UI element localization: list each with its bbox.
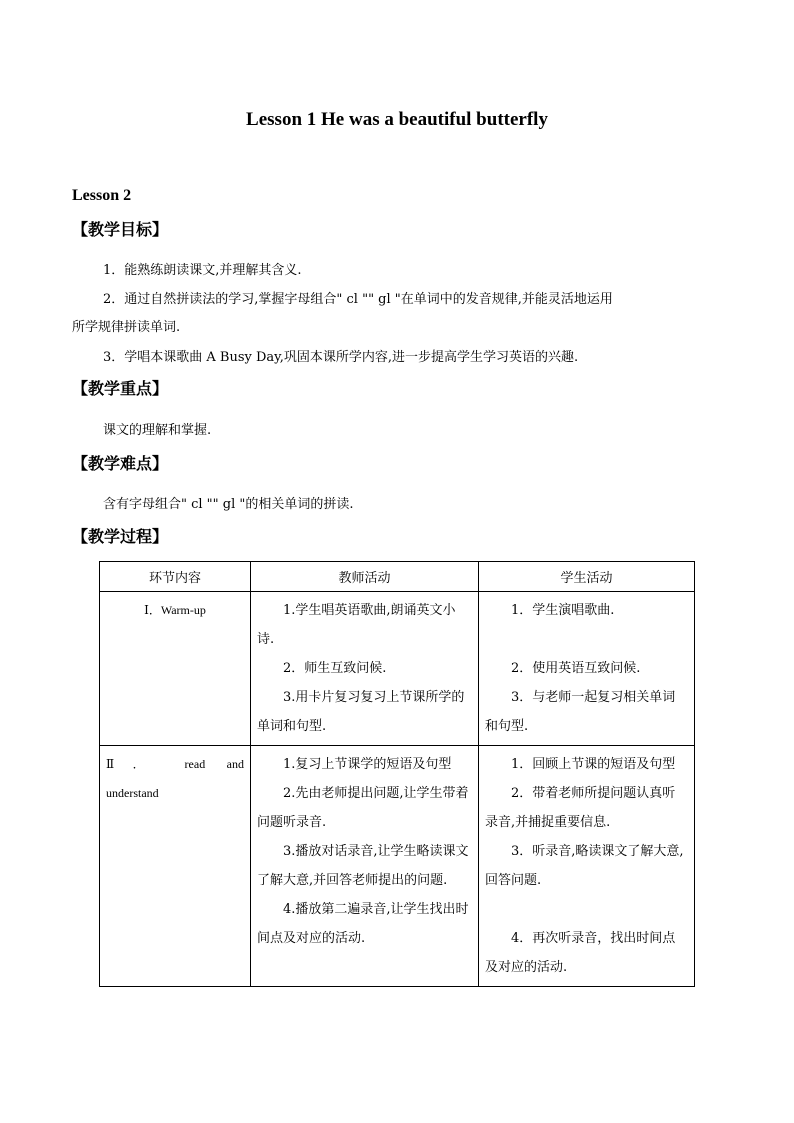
table-header-row: [100, 562, 695, 592]
teacher-activity-item: 4.播放第二遍录音,让学生找出时间点及对应的活动.: [257, 902, 469, 946]
teacher-activity-item: 2．师生互致问候.: [283, 661, 387, 676]
teacher-activity-item: 2.先由老师提出问题,让学生带着问题听录音.: [257, 786, 469, 830]
student-activity-item: 1．回顾上节课的短语及句型: [511, 757, 676, 772]
teacher-activity-item: 1.学生唱英语歌曲,朗诵英文小诗.: [257, 603, 456, 647]
header-student-activity: 学生活动: [479, 562, 695, 592]
objective-item-2-continued: 所学规律拼读单词.: [72, 320, 181, 335]
student-activity-item: 2．使用英语互致问候.: [511, 661, 641, 676]
student-activity-item: 2．带着老师所提问题认真听录音,并捕捉重要信息.: [485, 786, 676, 830]
table-row: [100, 592, 695, 746]
key-points-heading: 【教学重点】: [72, 379, 169, 398]
stage-label-line: understand: [106, 786, 159, 800]
student-activity-cell: [479, 592, 695, 746]
header-stage: 环节内容: [100, 562, 251, 592]
header-teacher-activity: 教师活动: [251, 562, 479, 592]
objectives-heading: 【教学目标】: [72, 220, 169, 239]
teacher-activity-item: 3.播放对话录音,让学生略读课文了解大意,并回答老师提出的问题.: [257, 844, 469, 888]
teacher-activity-cell: [251, 746, 479, 987]
stage-label: [100, 746, 250, 808]
teacher-activity-item: 3.用卡片复习复习上节课所学的单词和句型.: [257, 690, 465, 734]
student-activity-item: 3．与老师一起复习相关单词和句型.: [485, 690, 676, 734]
difficulties-text: 含有字母组合" cl "" gl "的相关单词的拼读.: [103, 497, 354, 512]
lesson-label: Lesson 2: [72, 187, 132, 204]
stage-label-line: Ⅱ． read and: [106, 757, 244, 771]
student-activity-item: 3．听录音,略读课文了解大意,回答问题.: [485, 844, 684, 888]
teacher-activity-item: 1.复习上节课学的短语及句型: [283, 757, 452, 772]
stage-cell: [100, 746, 251, 987]
stage-cell: [100, 592, 251, 746]
student-activity-cell: [479, 746, 695, 987]
table-row: [100, 746, 695, 987]
teacher-activity-cell: [251, 592, 479, 746]
process-table: [99, 561, 695, 987]
difficulties-heading: 【教学难点】: [72, 454, 169, 473]
objective-item-1: 1．能熟练朗读课文,并理解其含义.: [103, 263, 302, 278]
student-activity-item: 4．再次听录音，找出时间点及对应的活动.: [485, 931, 676, 975]
objective-item-2: 2．通过自然拼读法的学习,掌握字母组合" cl "" gl "在单词中的发音规律,并能灵活地运用: [103, 292, 613, 307]
student-activity-item: 1．学生演唱歌曲.: [511, 603, 615, 618]
objective-item-3: 3．学唱本课歌曲 A Busy Day,巩固本课所学内容,进一步提高学生学习英语的兴趣.: [103, 350, 579, 365]
process-table-container: [99, 561, 694, 987]
process-heading: 【教学过程】: [72, 527, 169, 546]
key-points-text: 课文的理解和掌握.: [103, 423, 212, 438]
stage-label: Ⅰ．Warm-up: [144, 603, 206, 617]
document-title: Lesson 1 He was a beautiful butterfly: [246, 109, 548, 130]
